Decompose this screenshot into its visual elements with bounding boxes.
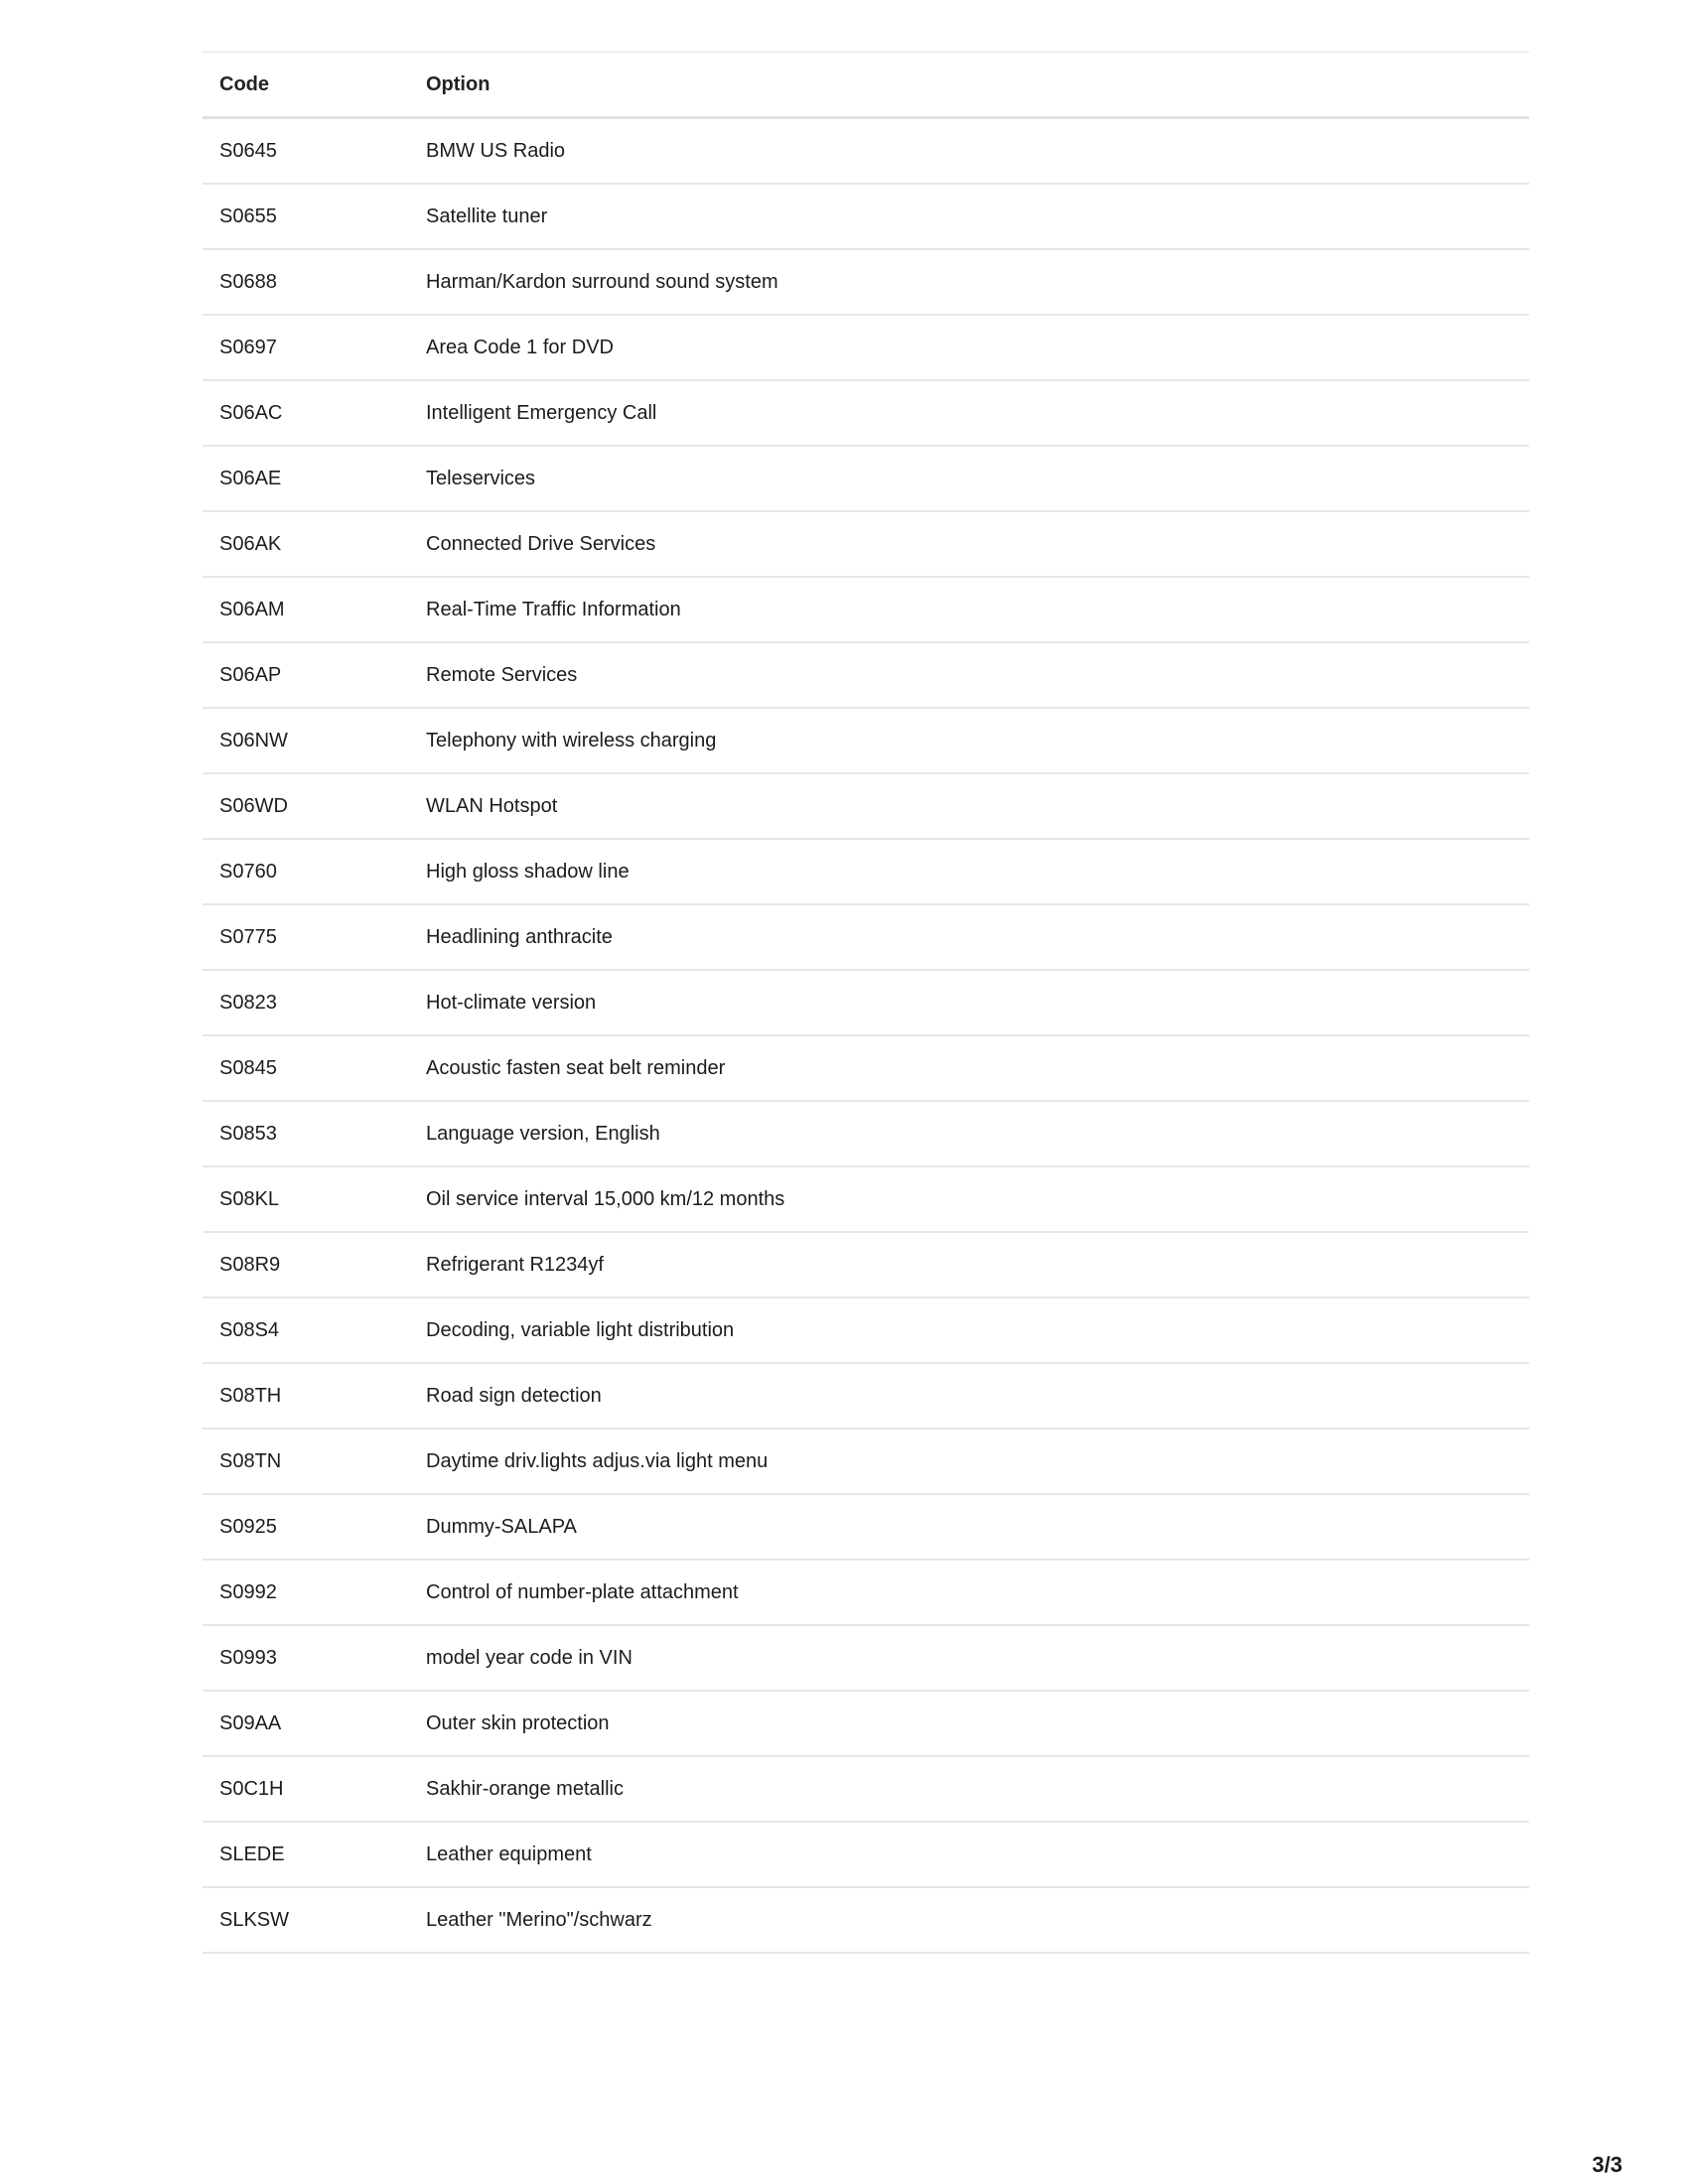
table-row: [203, 1756, 1529, 1822]
option-description-cell: Refrigerant R1234yf: [426, 1253, 604, 1276]
table-row: [203, 1166, 1529, 1232]
table-row: [203, 577, 1529, 642]
table-row: [203, 446, 1529, 511]
table-row: [203, 708, 1529, 773]
option-description-cell: Daytime driv.lights adjus.via light menu: [426, 1449, 769, 1472]
table-row: [203, 1625, 1529, 1691]
option-description-cell: Language version, English: [426, 1122, 660, 1145]
option-code-cell: S06WD: [219, 794, 288, 817]
option-description-cell: Area Code 1 for DVD: [426, 336, 614, 358]
option-description-cell: Road sign detection: [426, 1384, 602, 1407]
option-code-cell: S0992: [219, 1580, 277, 1603]
option-code-cell: S08KL: [219, 1187, 280, 1210]
option-code-cell: S06AK: [219, 532, 282, 555]
table-row: [203, 1560, 1529, 1625]
option-code-cell: S08S4: [219, 1318, 280, 1341]
option-code-cell: S0C1H: [219, 1777, 284, 1800]
option-code-cell: S0845: [219, 1056, 277, 1079]
option-code-cell: S06AM: [219, 598, 285, 620]
option-description-cell: Acoustic fasten seat belt reminder: [426, 1056, 726, 1079]
option-code-cell: S0823: [219, 991, 277, 1014]
option-description-cell: Decoding, variable light distribution: [426, 1318, 735, 1341]
option-description-cell: Leather "Merino"/schwarz: [426, 1908, 652, 1931]
table-header: [203, 53, 1529, 118]
option-code-cell: S0853: [219, 1122, 277, 1145]
option-description-cell: Real-Time Traffic Information: [426, 598, 681, 620]
table-row: [203, 1691, 1529, 1756]
option-code-cell: S06AP: [219, 663, 282, 686]
option-description-cell: Intelligent Emergency Call: [426, 401, 657, 424]
option-code-cell: S0697: [219, 336, 277, 358]
table-row: [203, 1232, 1529, 1297]
option-description-cell: Oil service interval 15,000 km/12 months: [426, 1187, 785, 1210]
option-code-cell: S0925: [219, 1515, 277, 1538]
option-code-cell: S06NW: [219, 729, 288, 751]
table-row: [203, 1297, 1529, 1363]
option-code-cell: S08R9: [219, 1253, 281, 1276]
table-row: [203, 315, 1529, 380]
option-code-cell: S0655: [219, 205, 277, 227]
table-row: [203, 1101, 1529, 1166]
option-code-cell: SLKSW: [219, 1908, 290, 1931]
table-row: [203, 1429, 1529, 1494]
option-code-cell: S08TH: [219, 1384, 282, 1407]
option-description-cell: Telephony with wireless charging: [426, 729, 717, 751]
table-row: [203, 1035, 1529, 1101]
table-row: [203, 511, 1529, 577]
option-code-cell: S0760: [219, 860, 277, 883]
table-row: [203, 970, 1529, 1035]
option-code-cell: S06AC: [219, 401, 283, 424]
option-description-cell: Satellite tuner: [426, 205, 548, 227]
option-code-cell: S08TN: [219, 1449, 282, 1472]
table-row: [203, 839, 1529, 904]
option-code-cell: S0688: [219, 270, 277, 293]
option-description-cell: Control of number-plate attachment: [426, 1580, 739, 1603]
table-row: [203, 184, 1529, 249]
table-row: [203, 642, 1529, 708]
option-code-cell: S0645: [219, 139, 277, 162]
option-description-cell: WLAN Hotspot: [426, 794, 558, 817]
page-number: 3/3: [1592, 2152, 1622, 2177]
option-description-cell: Dummy-SALAPA: [426, 1515, 577, 1538]
table-row: [203, 1822, 1529, 1887]
option-description-cell: Hot-climate version: [426, 991, 597, 1014]
option-description-cell: Headlining anthracite: [426, 925, 613, 948]
code-column-header: Code: [219, 72, 269, 95]
option-description-cell: Outer skin protection: [426, 1711, 610, 1734]
options-table: [203, 52, 1529, 1954]
table-row: [203, 904, 1529, 970]
option-description-cell: Remote Services: [426, 663, 578, 686]
option-code-cell: S06AE: [219, 467, 282, 489]
option-description-cell: BMW US Radio: [426, 139, 566, 162]
option-description-cell: Connected Drive Services: [426, 532, 656, 555]
option-description-cell: Leather equipment: [426, 1843, 592, 1865]
table-row: [203, 1887, 1529, 1953]
table-row: [203, 1363, 1529, 1429]
option-code-cell: S09AA: [219, 1711, 282, 1734]
option-description-cell: model year code in VIN: [426, 1646, 633, 1669]
table-header-row: [203, 53, 1529, 118]
option-code-cell: S0993: [219, 1646, 277, 1669]
table-body: [203, 118, 1529, 1954]
option-description-cell: Harman/Kardon surround sound system: [426, 270, 778, 293]
table-row: [203, 249, 1529, 315]
table-row: [203, 380, 1529, 446]
table-row: [203, 773, 1529, 839]
option-code-cell: SLEDE: [219, 1843, 285, 1865]
option-description-cell: High gloss shadow line: [426, 860, 630, 883]
table-row: [203, 118, 1529, 185]
option-column-header: Option: [426, 72, 491, 95]
option-description-cell: Teleservices: [426, 467, 536, 489]
table-row: [203, 1494, 1529, 1560]
option-code-cell: S0775: [219, 925, 277, 948]
option-description-cell: Sakhir-orange metallic: [426, 1777, 624, 1800]
